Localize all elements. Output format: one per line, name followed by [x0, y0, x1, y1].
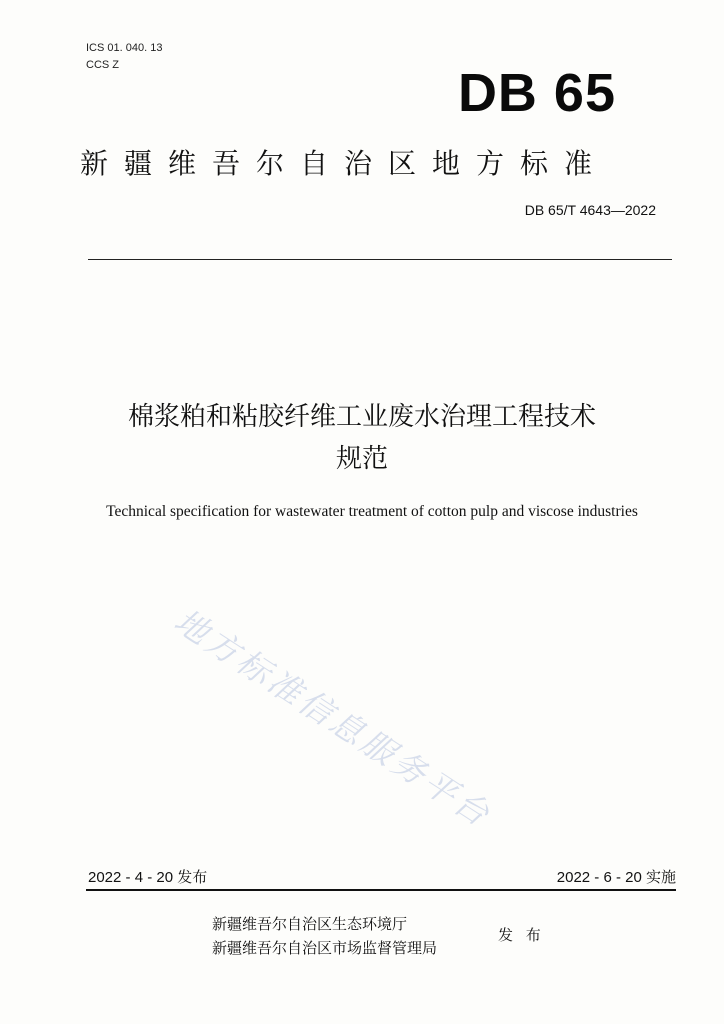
- document-title-cn: [60, 396, 664, 480]
- classification-codes: [86, 40, 162, 74]
- publish-label: 发 布: [498, 926, 545, 944]
- issue-date: 2022 - 4 - 20 发布: [88, 869, 208, 886]
- watermark: 地方标准信息服务平台: [167, 601, 500, 836]
- implementation-date: 2022 - 6 - 20 实施: [556, 869, 676, 886]
- standard-number: DB 65/T 4643—2022: [524, 202, 656, 218]
- issuer-ecology-dept: 新疆维吾尔自治区生态环境厅: [212, 915, 408, 933]
- title-cn-line1: 棉浆粕和粘胶纤维工业废水治理工程技术: [127, 402, 596, 432]
- issuer-market-bureau: 新疆维吾尔自治区市场监督管理局: [212, 939, 438, 957]
- db65-logo: DB 65: [457, 63, 616, 123]
- header-divider: [88, 259, 672, 260]
- footer-divider: [86, 889, 676, 891]
- document-title-en: Technical specification for wastewater treatment of cotton pulp and viscose industries: [106, 503, 638, 520]
- org-title: 新疆维吾尔自治区地方标准: [80, 147, 609, 180]
- ccs-code: CCS Z: [86, 59, 119, 71]
- issuing-authorities: [212, 912, 437, 960]
- ics-code: ICS 01. 040. 13: [86, 42, 163, 54]
- title-cn-line2: 规范: [335, 444, 388, 474]
